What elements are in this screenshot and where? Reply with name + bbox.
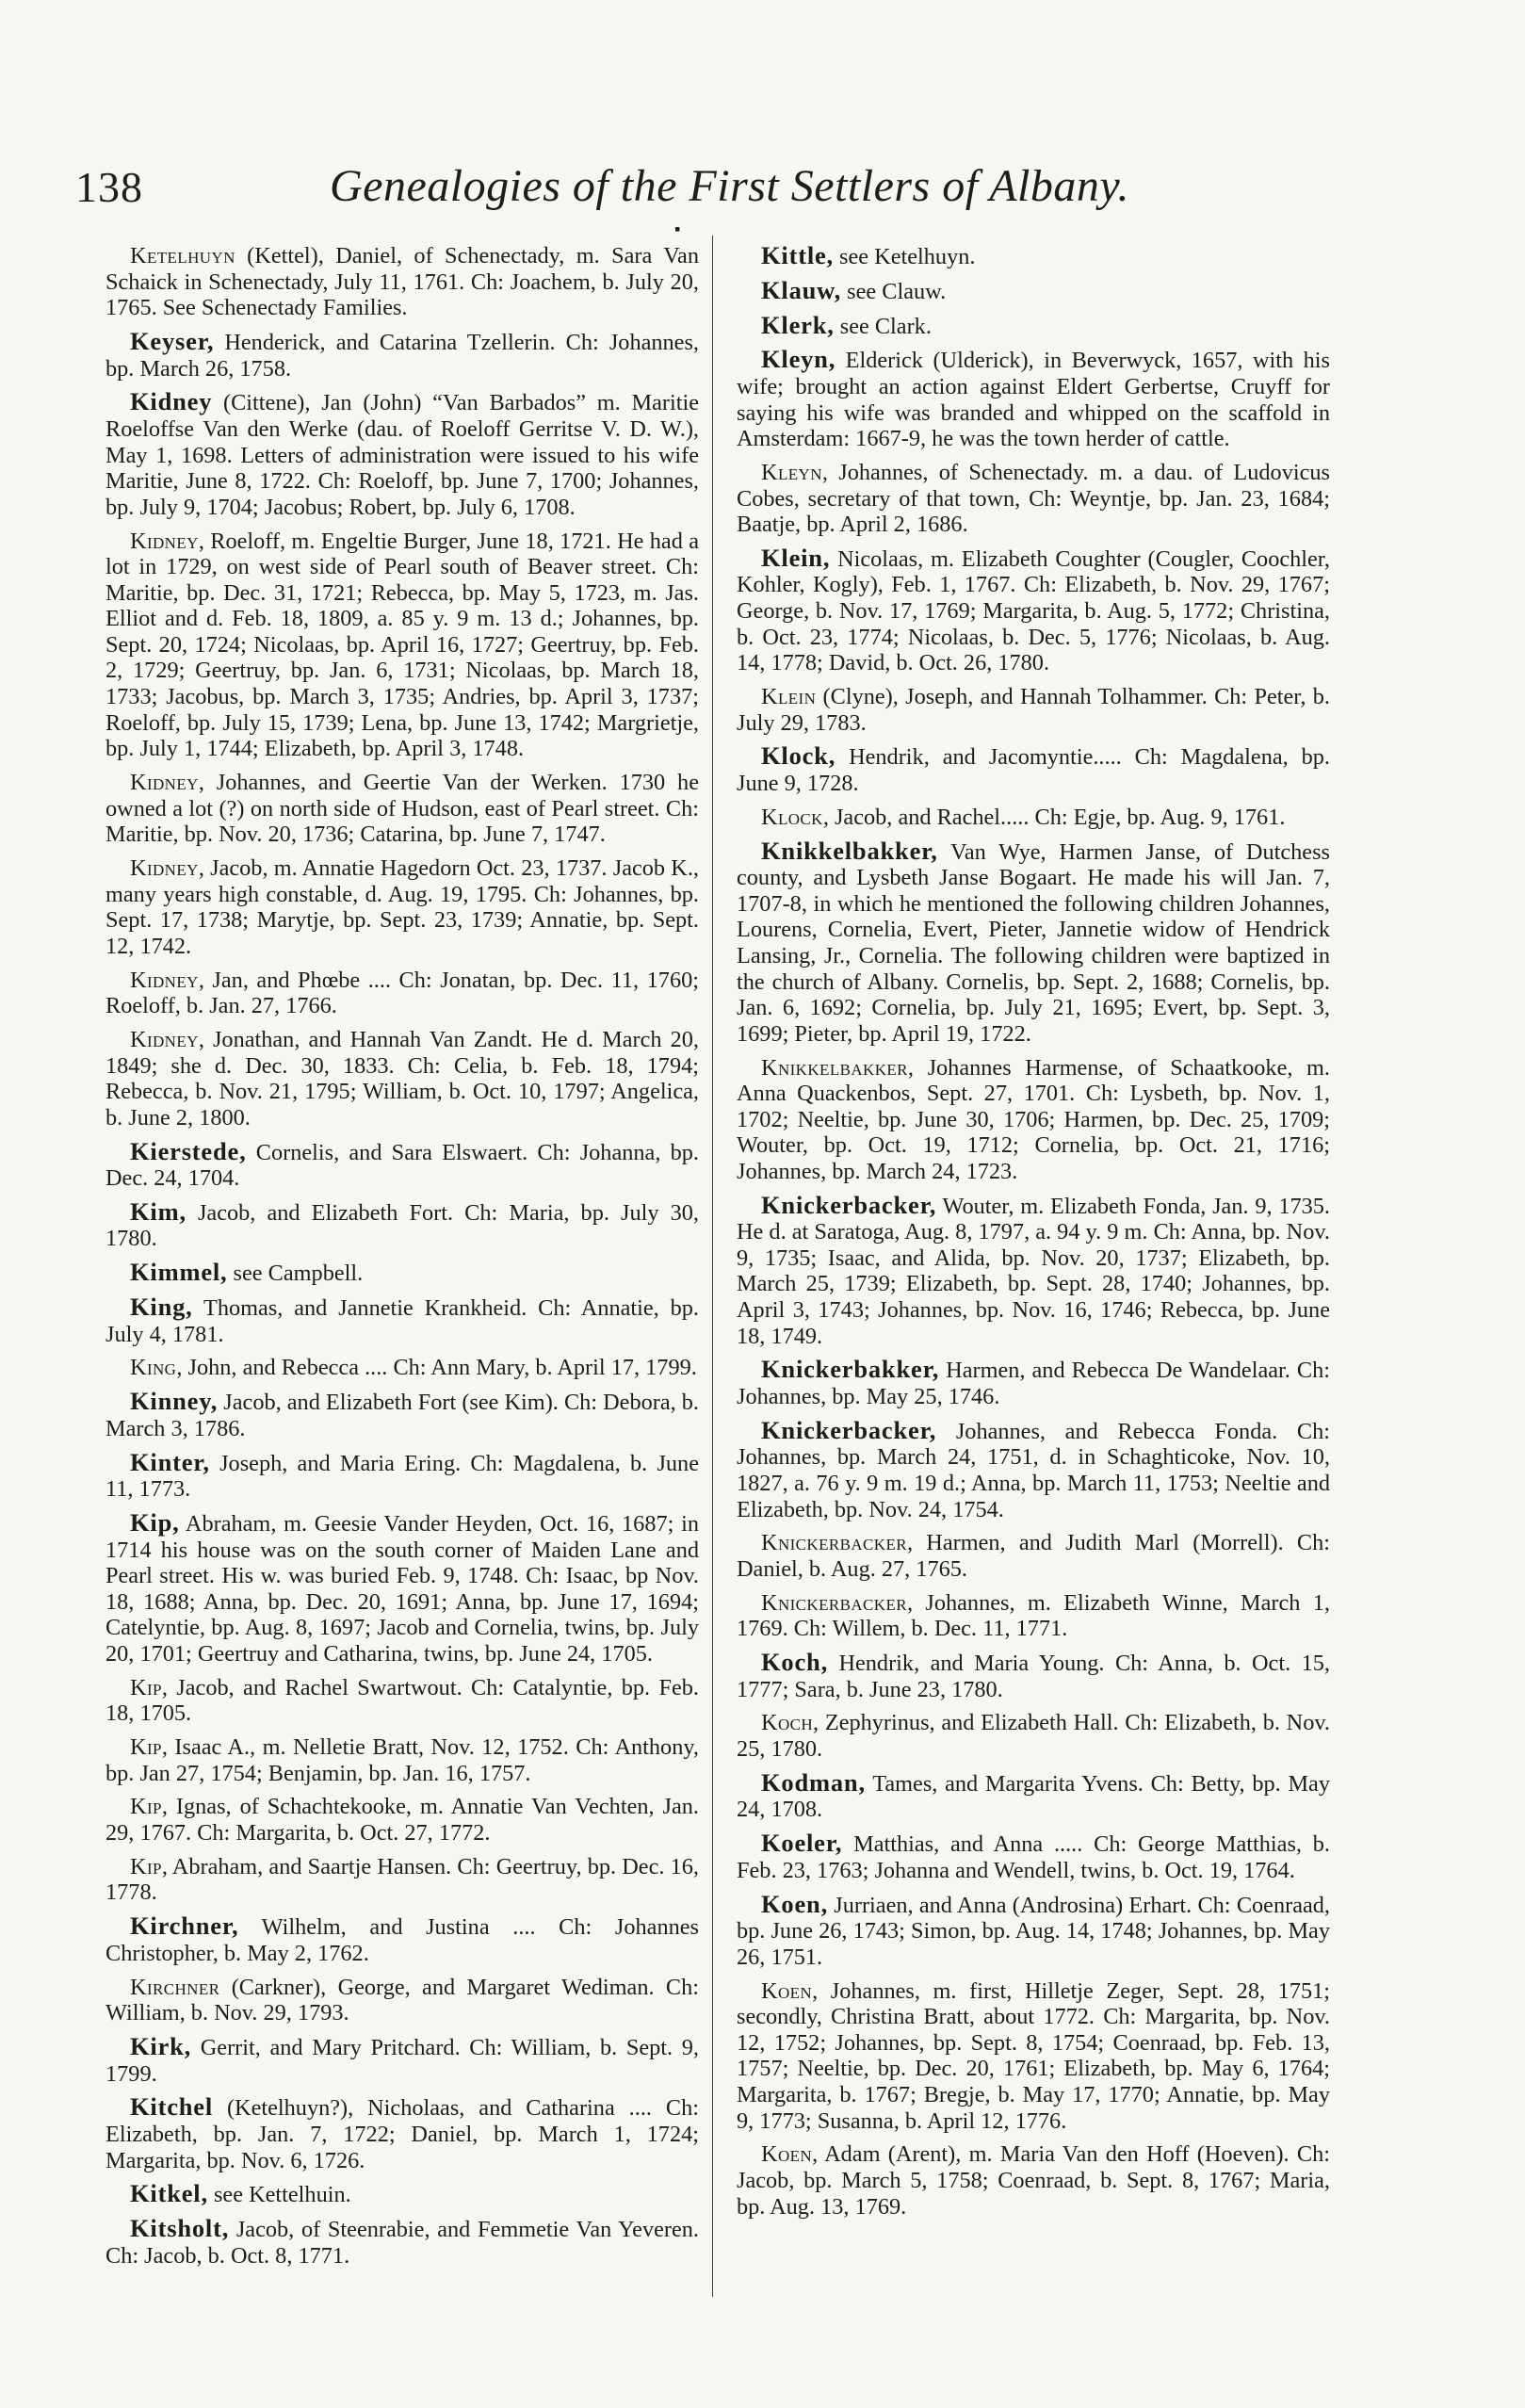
entry-surname: Kip xyxy=(130,1853,162,1879)
entry-text: Hendrik, and Jacomyntie..... Ch: Magdalena, bp. June 9, 1728. xyxy=(737,744,1330,796)
entry-text: Joseph, and Maria Ering. Ch: Magdalena, b. June 11, 1773. xyxy=(105,1450,699,1503)
entry-surname: Kidney xyxy=(130,855,199,881)
genealogy-entry xyxy=(737,1767,1330,1823)
entry-text: Wilhelm, and Justina .... Ch: Johannes Christopher, b. May 2, 1762. xyxy=(105,1914,699,1966)
entry-text: Cornelis, and Sara Elswaert. Ch: Johanna, bp. Dec. 24, 1704. xyxy=(105,1139,699,1192)
entry-surname: Kidney xyxy=(130,528,199,554)
entry-text: see Clark. xyxy=(834,313,932,339)
genealogy-entry xyxy=(105,855,699,959)
entry-surname: Knickerbacker, xyxy=(761,1415,937,1444)
right-column xyxy=(737,243,1330,2227)
entry-surname: Kim, xyxy=(130,1196,187,1226)
genealogy-entry xyxy=(737,1650,1330,1702)
genealogy-entry xyxy=(737,1415,1330,1522)
genealogy-entry xyxy=(105,243,699,321)
entry-surname: Knickerbacker, xyxy=(761,1190,937,1219)
entry-text: , Jacob, and Rachel Swartwout. Ch: Catalyntie, bp. Feb. 18, 1705. xyxy=(105,1674,699,1727)
entry-text: Hendrik, and Maria Young. Ch: Anna, b. Oct. 15, 1777; Sara, b. June 23, 1780. xyxy=(737,1651,1330,1702)
genealogy-entry xyxy=(105,1196,699,1252)
entry-text: Jurriaen, and Anna (Androsina) Erhart. Ch: Coenraad, bp. June 26, 1743; Simon, bp. Aug. 14, 1748; Johannes, bp. May 26, 1751. xyxy=(737,1892,1330,1970)
entry-text: , Jacob, m. Annatie Hagedorn Oct. 23, 1737. Jacob K., many years high constable, d. Aug. 19, 1795. Ch: Johannes, bp. Sept. 17, 1738; Marytje, bp. Sept. 23, 1739; Annatie, bp. Sept. 12, 1742. xyxy=(105,855,699,959)
entry-text: see Clauw. xyxy=(841,278,947,304)
entry-text: Jacob, and Elizabeth Fort. Ch: Maria, bp. July 30, 1780. xyxy=(105,1199,699,1252)
entry-surname: Koch xyxy=(761,1710,814,1736)
genealogy-entry xyxy=(105,1027,699,1131)
entry-text: , Ignas, of Schachtekooke, m. Annatie Van Vechten, Jan. 29, 1767. Ch: Margarita, b. Oct. 27, 1772. xyxy=(105,1794,699,1847)
genealogy-entry xyxy=(105,2216,699,2269)
entry-surname: King, xyxy=(130,1293,193,1322)
entry-surname: Koen, xyxy=(761,1889,828,1918)
entry-surname: Knickerbacker xyxy=(761,1530,907,1556)
genealogy-entry xyxy=(737,684,1330,736)
entry-surname: Kip xyxy=(130,1734,162,1761)
entry-text: see Kettelhuin. xyxy=(207,2182,351,2208)
entry-text: Van Wye, Harmen Janse, of Dutchess county, and Lysbeth Janse Bogaart. He made his will Jan. 7, 1707-8, in which he mentioned the following children Johannes, Lourens, Cornelia, Evert, Pieter, Jannetie widow of Hendrick Lansing, Jr., Cornelia. The following children were baptized in the church of Albany. Cornelis, bp. Sept. 2, 1688; Cornelis, bp. Jan. 6, 1692; Cornelia, bp. July 21, 1695; Evert, bp. Sept. 3, 1699; Pieter, bp. April 19, 1722. xyxy=(737,838,1330,1047)
entry-surname: Ketelhuyn xyxy=(130,243,235,268)
entry-text: , Adam (Arent), m. Maria Van den Hoff (Hoeven). Ch: Jacob, bp. March 5, 1758; Coenraad, b. Sept. 8, 1767; Maria, bp. Aug. 13, 1769. xyxy=(737,2141,1330,2220)
genealogy-entry xyxy=(105,2094,699,2173)
entry-surname: Keyser, xyxy=(130,326,215,355)
entry-text: (Ketelhuyn?), Nicholaas, and Catharina .... Ch: Elizabeth, bp. Jan. 7, 1722; Daniel, bp. March 1, 1724; Margarita, bp. Nov. 6, 1726. xyxy=(105,2095,699,2173)
genealogy-entry xyxy=(105,1913,699,1966)
entry-text: , Abraham, and Saartje Hansen. Ch: Geertruy, bp. Dec. 16, 1778. xyxy=(105,1853,699,1906)
entry-text: (Cittene), Jan (John) “Van Barbados” m. Maritie Roeloffse Van den Werke (dau. of Roeloff Gerritse V. D. W.), May 1, 1698. Letters of administration were issued to his wife Maritie, June 8, 1722. Ch: Roeloff, bp. June 7, 1700; Johannes, bp. July 9, 1704; Jacobus; Robert, bp. July 6, 1708. xyxy=(105,390,699,520)
entry-text: , Jan, and Phœbe .... Ch: Jonatan, bp. Dec. 11, 1760; Roeloff, b. Jan. 27, 1766. xyxy=(105,967,699,1019)
entry-text: (Clyne), Joseph, and Hannah Tolhammer. Ch: Peter, b. July 29, 1783. xyxy=(737,684,1330,736)
entry-surname: Kitsholt, xyxy=(130,2214,230,2243)
entry-surname: Klerk, xyxy=(761,310,835,339)
genealogy-entry xyxy=(737,805,1330,831)
genealogy-entry xyxy=(105,1447,699,1503)
entry-surname: Kidney xyxy=(130,1026,199,1052)
entry-surname: Kip, xyxy=(130,1507,180,1537)
genealogy-entry xyxy=(737,1978,1330,2135)
genealogy-entry xyxy=(105,1355,699,1381)
entry-surname: Kitkel, xyxy=(130,2179,208,2208)
entry-text: Gerrit, and Mary Pritchard. Ch: William, b. Sept. 9, 1799. xyxy=(105,2034,699,2087)
entry-text: Jacob, and Elizabeth Fort (see Kim). Ch: Debora, b. March 3, 1786. xyxy=(105,1390,700,1441)
entry-text: Johannes, and Rebecca Fonda. Ch: Johannes, bp. March 24, 1751, d. in Schaghticoke, Nov. 10, 1827, a. 76 y. 9 m. 19 d.; Anna, bp. March 11, 1753; Neeltie and Elizabeth, bp. Nov. 24, 1754. xyxy=(737,1418,1330,1522)
entry-surname: Klein xyxy=(761,684,817,710)
entry-surname: Koeler, xyxy=(761,1829,843,1858)
entry-surname: Kierstede, xyxy=(130,1136,247,1165)
entry-text: Elderick (Ulderick), in Beverwyck, 1657, with his wife; brought an action against Eldert Gerbertse, Cruyff for saying his wife was branded and whipped on the scaffold in Amsterdam: 1667-9, he was the town herder of cattle. xyxy=(737,348,1330,452)
genealogy-entry xyxy=(105,1294,699,1347)
entry-text: , Zephyrinus, and Elizabeth Hall. Ch: Elizabeth, b. Nov. 25, 1780. xyxy=(737,1710,1330,1763)
entry-text: Matthias, and Anna ..... Ch: George Matthias, b. Feb. 23, 1763; Johanna and Wendell, twins, b. Oct. 19, 1764. xyxy=(737,1831,1330,1883)
genealogy-entry xyxy=(737,1830,1330,1883)
genealogy-entry xyxy=(105,2181,699,2208)
entry-text: , Harmen, and Judith Marl (Morrell). Ch: Daniel, b. Aug. 27, 1765. xyxy=(737,1530,1330,1582)
entry-surname: Kleyn, xyxy=(761,345,836,374)
genealogy-entry xyxy=(737,1889,1330,1971)
entry-surname: Kidney xyxy=(130,967,199,993)
genealogy-entry xyxy=(105,1794,699,1846)
entry-text: (Carkner), George, and Margaret Wediman. Ch: William, b. Nov. 29, 1793. xyxy=(105,1974,699,2026)
entry-text: Tames, and Margarita Yvens. Ch: Betty, bp. May 24, 1708. xyxy=(737,1770,1330,1823)
entry-text: Thomas, and Jannetie Krankheid. Ch: Annatie, bp. July 4, 1781. xyxy=(105,1295,699,1347)
genealogy-entry xyxy=(105,1136,699,1192)
column-divider xyxy=(712,236,713,2297)
entry-surname: King xyxy=(130,1355,177,1381)
entry-surname: Kirk, xyxy=(130,2031,192,2060)
printer-mark: ▪ xyxy=(674,220,681,238)
genealogy-entry xyxy=(105,1975,699,2026)
entry-text: , Johannes, of Schenectady. m. a dau. of Ludovicus Cobes, secretary of that town, Ch: Weyntje, bp. Jan. 23, 1684; Baatje, bp. April 2, 1686. xyxy=(737,459,1330,538)
running-title: Genealogies of the First Settlers of Albany. xyxy=(330,161,1130,211)
genealogy-entry xyxy=(737,347,1330,451)
entry-surname: Kidney xyxy=(130,387,213,416)
entry-surname: Kinter, xyxy=(130,1447,210,1476)
entry-text: , Roeloff, m. Engeltie Burger, June 18, 1721. He had a lot in 1729, on west side of Pearl south of Beaver street. Ch: Maritie, bp. Dec. 31, 1721; Rebecca, bp. May 5, 1723, m. Jas. Elliot and d. Feb. 18, 1809, a. 85 y. 9 m. 13 d.; Johannes, bp. Sept. 20, 1724; Nicolaas, bp. April 16, 1727; Geertruy, bp. Feb. 2, 1729; Geertruy, bp. Jan. 6, 1731; Nicolaas, bp. March 18, 1733; Jacobus, bp. March 3, 1735; Andries, bp. April 3, 1737; Roeloff, bp. July 15, 1739; Lena, bp. June 13, 1742; Margrietje, bp. July 1, 1744; Elizabeth, bp. April 3, 1748. xyxy=(105,528,699,762)
entry-surname: Kip xyxy=(130,1794,162,1820)
genealogy-entry xyxy=(737,275,1330,305)
entry-surname: Knikkelbakker, xyxy=(761,836,938,865)
entry-text: , Isaac A., m. Nelletie Bratt, Nov. 12, 1752. Ch: Anthony, bp. Jan 27, 1754; Benjamin, bp. Jan. 16, 1757. xyxy=(105,1734,699,1786)
genealogy-entry xyxy=(737,1710,1330,1762)
entry-text: , Johannes Harmense, of Schaatkooke, m. Anna Quackenbos, Sept. 27, 1701. Ch: Lysbeth, bp. Nov. 1, 1702; Neeltie, bp. June 30, 1706; Harmen, bp. Dec. 25, 1709; Wouter, bp. Oct. 19, 1712; Cornelia, bp. Oct. 21, 1716; Johannes, bp. March 24, 1723. xyxy=(737,1054,1330,1184)
genealogy-entry xyxy=(737,743,1330,796)
entry-surname: Kleyn xyxy=(761,459,822,485)
genealogy-entry xyxy=(105,389,699,520)
entry-surname: Koch, xyxy=(761,1648,828,1677)
genealogy-entry xyxy=(737,838,1330,1048)
entry-surname: Knickerbacker xyxy=(761,1589,907,1616)
genealogy-entry xyxy=(737,1055,1330,1185)
entry-surname: Klein, xyxy=(761,543,831,572)
entry-surname: Koen xyxy=(761,1977,813,2004)
genealogy-entry xyxy=(737,460,1330,538)
genealogy-entry xyxy=(737,1357,1330,1409)
entry-surname: Kirchner xyxy=(130,1974,220,2000)
entry-text: Wouter, m. Elizabeth Fonda, Jan. 9, 1735. He d. at Saratoga, Aug. 8, 1797, a. 94 y. 9 m. Ch: Anna, bp. Nov. 9, 1735; Isaac, and Alida, bp. Nov. 20, 1737; Elizabeth, bp. March 25, 1739; Elizabeth, bp. Sept. 28, 1740; Johannes, bp. April 3, 1743; Johannes, bp. Nov. 16, 1746; Rebecca, bp. June 18, 1749. xyxy=(737,1193,1330,1349)
genealogy-entry xyxy=(105,968,699,1019)
entry-surname: Kimmel, xyxy=(130,1258,228,1287)
genealogy-entry xyxy=(105,1854,699,1906)
entry-surname: Klock, xyxy=(761,741,836,771)
entry-text: , Johannes, and Geertie Van der Werken. 1730 he owned a lot (?) on north side of Hudson, east of Pearl street. Ch: Maritie, bp. Nov. 20, 1736; Catarina, bp. June 7, 1747. xyxy=(105,770,699,848)
genealogy-entry xyxy=(105,770,699,848)
genealogy-entry xyxy=(105,1260,699,1287)
left-column xyxy=(105,243,699,2276)
entry-surname: Knikkelbakker xyxy=(761,1054,908,1081)
genealogy-entry xyxy=(737,1530,1330,1582)
entry-text: Harmen, and Rebecca De Wandelaar. Ch: Johannes, bp. May 25, 1746. xyxy=(737,1358,1330,1409)
genealogy-entry xyxy=(105,1675,699,1727)
entry-surname: Klock xyxy=(761,804,823,830)
entry-surname: Kitchel xyxy=(130,2092,214,2122)
genealogy-entry xyxy=(737,2141,1330,2220)
entry-text: , Jacob, and Rachel..... Ch: Egje, bp. Aug. 9, 1761. xyxy=(822,804,1286,830)
genealogy-entry xyxy=(105,1734,699,1786)
genealogy-entry xyxy=(737,310,1330,340)
entry-surname: Kirchner, xyxy=(130,1912,239,1941)
entry-surname: Koen xyxy=(761,2141,813,2168)
entry-text: see Ketelhuyn. xyxy=(833,244,976,269)
genealogy-entry xyxy=(737,243,1330,270)
entry-text: , Jonathan, and Hannah Van Zandt. He d. March 20, 1849; she d. Dec. 30, 1833. Ch: Celia, b. Feb. 18, 1794; Rebecca, b. Nov. 21, 1795; William, b. Oct. 10, 1797; Angelica, b. June 2, 1800. xyxy=(105,1026,699,1131)
genealogy-entry xyxy=(105,326,699,382)
entry-text: , John, and Rebecca .... Ch: Ann Mary, b. April 17, 1799. xyxy=(176,1355,697,1381)
entry-surname: Kip xyxy=(130,1674,162,1700)
entry-surname: Kidney xyxy=(130,770,199,796)
entry-text: see Campbell. xyxy=(227,1261,364,1287)
genealogy-entry xyxy=(105,2031,699,2087)
genealogy-entry xyxy=(737,545,1330,676)
genealogy-entry xyxy=(105,529,699,762)
genealogy-entry xyxy=(105,1507,699,1668)
entry-surname: Kittle, xyxy=(761,241,834,269)
entry-surname: Knickerbakker, xyxy=(761,1355,940,1384)
genealogy-entry xyxy=(105,1389,699,1441)
entry-text: Henderick, and Catarina Tzellerin. Ch: Johannes, bp. March 26, 1758. xyxy=(105,329,699,382)
entry-text: , Johannes, m. first, Hilletje Zeger, Sept. 28, 1751; secondly, Christina Bratt, about 1772. Ch: Margarita, bp. Nov. 12, 1752; Johannes, bp. Sept. 8, 1754; Coenraad, bp. Feb. 13, 1757; Neeltie, bp. Dec. 20, 1761; Elizabeth, bp. May 6, 1764; Margarita, b. 1767; Bregje, b. May 17, 1770; Annatie, bp. May 9, 1773; Susanna, b. April 12, 1776. xyxy=(737,1977,1330,2134)
entry-surname: Klauw, xyxy=(761,275,842,304)
entry-text: (Kettel), Daniel, of Schenectady, m. Sara Van Schaick in Schenectady, July 11, 1761. Ch: Joachem, b. July 20, 1765. See Schenectady Families. xyxy=(105,243,699,321)
entry-surname: Kodman, xyxy=(761,1767,866,1797)
entry-surname: Kinney, xyxy=(130,1387,219,1416)
genealogy-entry xyxy=(737,1190,1330,1350)
entry-text: Abraham, m. Geesie Vander Heyden, Oct. 16, 1687; in 1714 his house was on the south corner of Maiden Lane and Pearl street. His w. was buried Feb. 9, 1748. Ch: Isaac, bp Nov. 18, 1688; Anna, bp. Dec. 20, 1691; Anna, bp. June 17, 1694; Catelyntie, bp. Aug. 8, 1697; Jacob and Cornelia, twins, bp. July 20, 1701; Geertruy and Catharina, twins, bp. June 24, 1705. xyxy=(105,1510,699,1667)
genealogy-entry xyxy=(737,1590,1330,1642)
entry-text: , Johannes, m. Elizabeth Winne, March 1, 1769. Ch: Willem, b. Dec. 11, 1771. xyxy=(737,1589,1330,1642)
page-number: 138 xyxy=(75,163,143,211)
entry-text: Nicolaas, m. Elizabeth Coughter (Cougler, Coochler, Kohler, Kogly), Feb. 1, 1767. Ch: Elizabeth, b. Nov. 29, 1767; George, b. Nov. 17, 1769; Margarita, b. Aug. 5, 1772; Christina, b. Oct. 23, 1774; Nicolaas, b. Dec. 5, 1776; Nicolaas, b. Aug. 14, 1778; David, b. Oct. 26, 1780. xyxy=(737,545,1330,676)
entry-text: Jacob, of Steenrabie, and Femmetie Van Yeveren. Ch: Jacob, b. Oct. 8, 1771. xyxy=(105,2217,699,2269)
